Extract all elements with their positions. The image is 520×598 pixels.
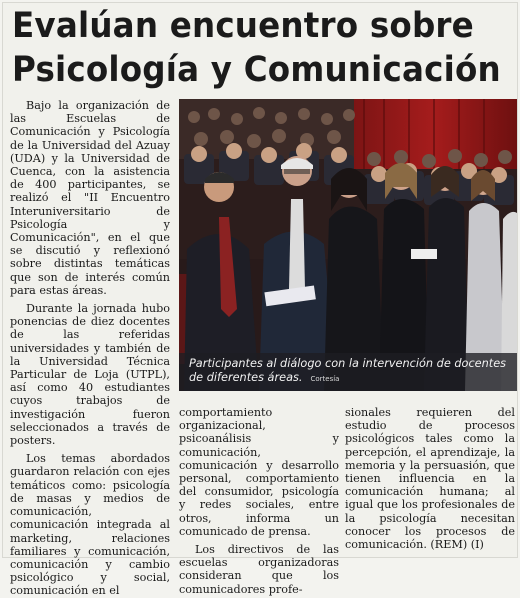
photo-caption-bar bbox=[179, 353, 517, 391]
headline-line-1: Evalúan encuentro sobre bbox=[12, 6, 474, 46]
paragraph: Durante la jornada hubo ponencias de diez docentes de las referidas universidades y también de la Universidad Técnica Particular de Loja (UTPL), así como 40 estudiantes cuyos trabajos de investigación fueron seleccionados a través de posters. bbox=[10, 302, 170, 448]
newspaper-clipping bbox=[2, 2, 518, 598]
photo-caption: Participantes al diálogo con la intervención de docentes de diferentes áreas. bbox=[189, 357, 507, 384]
event-photo bbox=[179, 99, 517, 391]
paragraph: comportamiento organizacional, psicoanálisis y comunicación, comunicación y desarrollo personal, comportamiento del consumidor, psicología y redes sociales, entre otros, informa un comunicado de prensa. bbox=[179, 406, 339, 538]
article-column-1 bbox=[10, 99, 170, 598]
paragraph: Los temas abordados guardaron relación con ejes temáticos como: psicología de masas y medios de comunicación, comunicación integrada al marketing, relaciones familiares y comunicación, comunicación y cambio psicológico y social, comunicación en el bbox=[10, 452, 170, 598]
paragraph: sionales requieren del estudio de procesos psicológicos tales como la percepción, el aprendizaje, la memoria y la persuasión, que tienen influencia en la comunicación humana; al igual que los profesionales de la psicología necesitan conocer los procesos de comunicación. (REM) (I) bbox=[345, 406, 515, 552]
photo-credit: Cortesía bbox=[310, 375, 340, 383]
article-column-3 bbox=[345, 406, 515, 551]
paragraph: Los directivos de las escuelas organizadoras consideran que los comunicadores profe- bbox=[179, 543, 339, 596]
headline-line-2: Psicología y Comunicación bbox=[12, 50, 501, 90]
headline bbox=[12, 4, 517, 92]
paragraph: Bajo la organización de las Escuelas de Comunicación y Psicología de la Universidad del Azuay (UDA) y la Universidad de Cuenca, con la asistencia de 400 participantes, se realizó el "II Encuentro Interuniversitario de Psicología y Comunicación", en el que se discutió y reflexionó sobre distintas temáticas que son de interés común para estas áreas. bbox=[10, 99, 170, 297]
article-column-2 bbox=[179, 406, 339, 596]
audience-illustration bbox=[179, 99, 517, 391]
